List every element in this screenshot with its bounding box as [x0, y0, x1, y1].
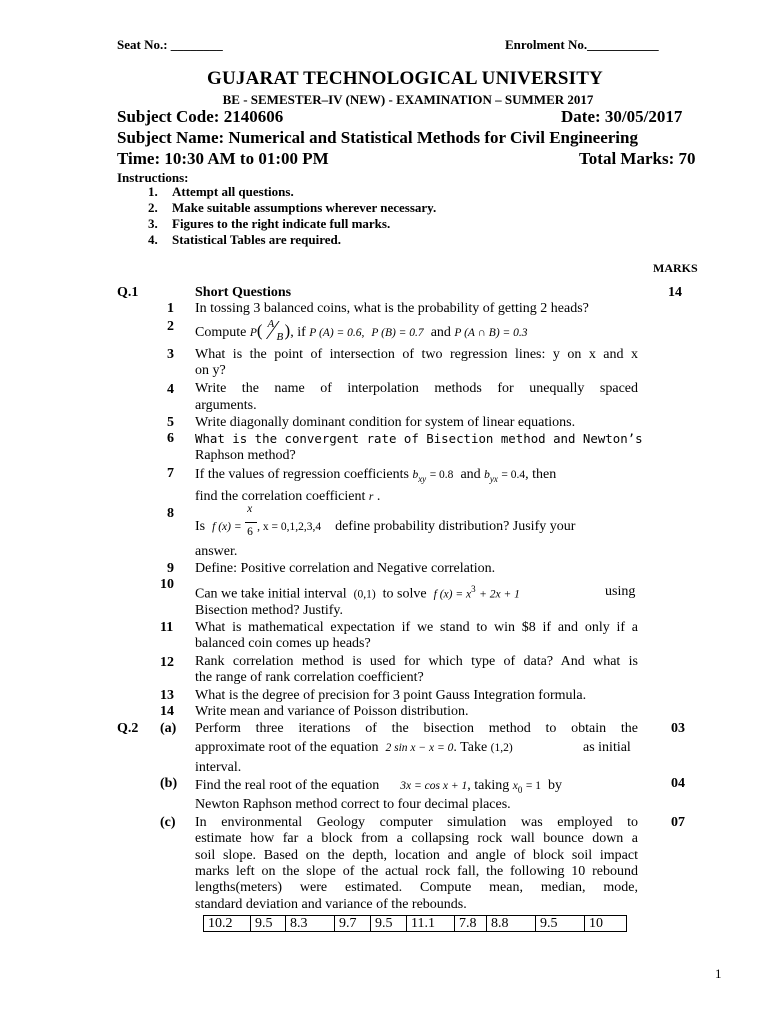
- instruction-number: 3.: [148, 216, 158, 231]
- text-fragment: , taking: [467, 778, 510, 793]
- math-expression: f (x) = x: [433, 588, 472, 601]
- item-number: 2: [167, 319, 174, 334]
- text-fragment: Find the real root of the equation: [195, 778, 380, 793]
- fraction-denominator: B: [276, 331, 284, 343]
- question-text: lengths(meters) were estimated. Compute mean, median, mode,: [195, 880, 638, 895]
- math-expression: (0,1): [353, 588, 376, 601]
- paren-close: ): [284, 321, 291, 340]
- math-expression: , x = 0,1,2,3,4: [257, 521, 322, 533]
- table-cell: 7.8: [455, 916, 487, 932]
- item-number: 14: [160, 704, 174, 719]
- instruction-number: 1.: [148, 184, 158, 199]
- question-text: What is the convergent rate of Bisection method and Newton’s: [195, 431, 643, 446]
- math-expression: = 0.8: [429, 469, 454, 481]
- text-fragment: find the correlation coefficient: [195, 489, 366, 504]
- instruction-item: Attempt all questions.: [172, 184, 294, 199]
- question-text: [195, 489, 380, 505]
- text-fragment: Is: [195, 519, 206, 534]
- question-text: What is the point of intersection of two regression lines: y on x and x: [195, 347, 638, 362]
- text-fragment: If the values of regression coefficients: [195, 467, 409, 482]
- math-subscript: xy: [418, 473, 427, 484]
- text-fragment: , if: [290, 325, 306, 340]
- math-subscript: yx: [489, 473, 498, 484]
- fraction-numerator: A: [267, 318, 275, 330]
- question-text: soil slope. Based on the depth, location and angle of block soil impact: [195, 848, 638, 863]
- table-row: [204, 916, 627, 932]
- question-text: What is the degree of precision for 3 point Gauss Integration formula.: [195, 688, 587, 703]
- question-text: In tossing 3 balanced coins, what is the probability of getting 2 heads?: [195, 301, 589, 316]
- question-text: balanced coin comes up heads?: [195, 636, 371, 651]
- item-number: 9: [167, 561, 174, 576]
- instruction-number: 2.: [148, 200, 158, 215]
- text-fragment: and: [430, 325, 451, 340]
- subquestion-label: (a): [160, 721, 177, 736]
- item-number: 12: [160, 655, 174, 670]
- math-subscript: 0: [517, 784, 523, 795]
- math-expression: (1,2): [490, 742, 513, 754]
- question-text: the range of rank correlation coefficient?: [195, 670, 424, 685]
- rebound-lengths-table: [203, 915, 627, 932]
- text-fragment: to solve: [382, 586, 427, 602]
- enrolment-number-field: Enrolment No.___________: [505, 37, 659, 52]
- question-text: [195, 467, 556, 484]
- math-expression: f (x) =: [212, 521, 242, 533]
- seat-number-field: Seat No.: ________: [117, 37, 223, 52]
- text-fragment: . Take: [453, 740, 488, 755]
- subquestion-marks: 03: [671, 721, 685, 736]
- table-cell: 8.8: [487, 916, 536, 932]
- question-text: [195, 740, 513, 756]
- question-text: [195, 318, 528, 343]
- item-number: 3: [167, 347, 174, 362]
- text-fragment: .: [376, 489, 381, 504]
- math-expression: 2 sin x − x = 0: [385, 742, 454, 754]
- question-heading: Short Questions: [195, 285, 292, 300]
- marks-column-heading: MARKS: [653, 261, 698, 275]
- exam-date: Date: 30/05/2017: [561, 107, 683, 126]
- question-text: Rank correlation method is used for which type of data? And what is: [195, 654, 638, 669]
- table-cell: 11.1: [407, 916, 455, 932]
- math-expression: P: [249, 327, 257, 339]
- question-label: Q.1: [117, 285, 139, 300]
- fraction: [245, 503, 257, 538]
- question-text: What is mathematical expectation if we stand to win $8 if and only if a: [195, 620, 638, 635]
- text-fragment: by: [547, 778, 562, 793]
- question-text: [195, 584, 520, 603]
- question-text: marks left on the slope of the actual rock fall, the following 10 rebound: [195, 864, 638, 879]
- item-number: 5: [167, 415, 174, 430]
- total-marks: Total Marks: 70: [579, 149, 696, 168]
- item-number: 1: [167, 301, 174, 316]
- table-cell: 9.5: [536, 916, 585, 932]
- question-label: Q.2: [117, 721, 139, 736]
- question-text: [195, 503, 576, 538]
- table-cell: 9.7: [335, 916, 371, 932]
- math-superscript: 3: [471, 584, 476, 594]
- item-number: 10: [160, 577, 174, 592]
- question-text: Write the name of interpolation methods for unequally spaced: [195, 381, 638, 396]
- text-fragment: Can we take initial interval: [195, 586, 347, 602]
- question-text: on y?: [195, 363, 226, 378]
- item-number: 13: [160, 688, 174, 703]
- instruction-number: 4.: [148, 232, 158, 247]
- table-cell: 9.5: [371, 916, 407, 932]
- fraction-bar: [245, 522, 257, 523]
- exam-time: Time: 10:30 AM to 01:00 PM: [117, 149, 329, 168]
- question-text: Write mean and variance of Poisson distribution.: [195, 704, 469, 719]
- text-fragment: approximate root of the equation: [195, 740, 379, 755]
- text-fragment: as initial: [583, 740, 631, 755]
- question-text: estimate how far a block from a collapsing rock wall bounce down a: [195, 831, 638, 846]
- math-expression: 3x = cos x + 1: [400, 780, 468, 792]
- question-text: answer.: [195, 544, 238, 559]
- question-text: standard deviation and variance of the rebounds.: [195, 897, 467, 912]
- university-title: GUJARAT TECHNOLOGICAL UNIVERSITY: [207, 68, 603, 89]
- question-text: Write diagonally dominant condition for system of linear equations.: [195, 415, 576, 430]
- math-expression: P (B) = 0.7: [371, 327, 424, 339]
- item-number: 6: [167, 431, 174, 446]
- subquestion-marks: 04: [671, 776, 685, 791]
- math-symbol: b: [484, 469, 490, 481]
- page-number: 1: [715, 966, 722, 981]
- exam-title: BE - SEMESTER–IV (NEW) - EXAMINATION – SUMMER 2017: [222, 92, 594, 107]
- fraction: [263, 318, 285, 343]
- math-symbol: x: [512, 780, 518, 792]
- instruction-item: Make suitable assumptions wherever necessary.: [172, 200, 437, 215]
- question-text: Raphson method?: [195, 448, 296, 463]
- math-expression: + 2x + 1: [479, 588, 520, 601]
- question-text: Bisection method? Justify.: [195, 603, 344, 618]
- math-expression: P (A ∩ B) = 0.3: [454, 327, 528, 339]
- table-cell: 9.5: [251, 916, 286, 932]
- question-text: interval.: [195, 760, 242, 775]
- subquestion-label: (b): [160, 776, 178, 791]
- math-expression: P (A) = 0.6,: [309, 327, 365, 339]
- text-fragment: Compute: [195, 325, 247, 340]
- math-expression: = 0.4: [501, 469, 526, 481]
- subquestion-label: (c): [160, 815, 176, 830]
- table-cell: 10.2: [204, 916, 251, 932]
- subquestion-marks: 07: [671, 815, 685, 830]
- fraction-denominator: 6: [247, 526, 253, 538]
- math-symbol: b: [412, 469, 419, 481]
- table-cell: 8.3: [286, 916, 335, 932]
- instructions-heading: Instructions:: [117, 170, 189, 185]
- item-number: 8: [167, 506, 174, 521]
- text-fragment: , then: [525, 467, 557, 482]
- question-text: Perform three iterations of the bisection method to obtain the: [195, 721, 638, 736]
- instruction-item: Statistical Tables are required.: [172, 232, 342, 247]
- item-number: 4: [167, 382, 174, 397]
- question-text: [195, 778, 562, 795]
- question-marks: 14: [668, 285, 682, 300]
- item-number: 11: [160, 620, 174, 635]
- fraction-numerator: x: [247, 503, 253, 515]
- question-text: Newton Raphson method correct to four decimal places.: [195, 797, 511, 812]
- instruction-item: Figures to the right indicate full marks.: [172, 216, 391, 231]
- item-number: 7: [167, 466, 174, 481]
- subject-name: Subject Name: Numerical and Statistical Methods for Civil Engineering: [117, 128, 638, 147]
- text-fragment: using: [605, 584, 636, 599]
- question-text: Define: Positive correlation and Negative correlation.: [195, 561, 496, 576]
- text-fragment: define probability distribution? Jusify your: [335, 519, 576, 534]
- text-fragment: and: [460, 467, 481, 482]
- math-expression: = 1: [525, 780, 541, 792]
- subject-code: Subject Code: 2140606: [117, 107, 284, 126]
- math-symbol: r: [368, 491, 374, 503]
- question-text: arguments.: [195, 398, 257, 413]
- table-cell: 10: [585, 916, 627, 932]
- question-text: In environmental Geology computer simulation was employed to: [195, 815, 638, 830]
- paren-open: (: [256, 321, 263, 340]
